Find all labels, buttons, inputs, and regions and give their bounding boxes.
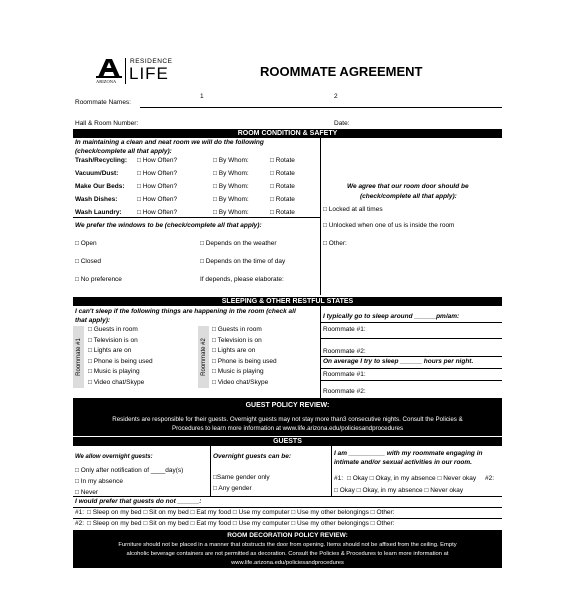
allow-guests-label: We allow overnight guests: bbox=[75, 454, 153, 460]
window-closed-checkbox[interactable]: □ Closed bbox=[75, 258, 101, 265]
chore-label: Trash/Recycling: bbox=[75, 157, 128, 164]
engaging-roommate-1-label: #1: bbox=[334, 475, 344, 482]
chore-how-often-checkbox[interactable]: □ How Often? bbox=[137, 196, 178, 203]
chore-rotate-checkbox[interactable]: □ Rotate bbox=[270, 196, 295, 203]
windows-question: We prefer the windows to be (check/complete all that apply): bbox=[75, 222, 262, 229]
logo-divider bbox=[125, 58, 126, 84]
chore-row bbox=[75, 196, 320, 208]
door-agree-text: We agree that our room door should be bbox=[347, 183, 469, 190]
chores-intro: In maintaining a clean and neat room we will do the following bbox=[75, 139, 264, 146]
window-explain-label: If depends, please elaborate: bbox=[200, 276, 284, 283]
sleep-time-roommate-2[interactable]: Roommate #2: bbox=[323, 348, 366, 355]
date-label: Date: bbox=[334, 120, 350, 127]
prefer-divider-2 bbox=[73, 507, 502, 508]
window-weather-checkbox[interactable]: □ Depends on the weather bbox=[200, 240, 277, 247]
prefer-roommate-1-label: #1: bbox=[75, 509, 85, 516]
roommate-names-line[interactable] bbox=[140, 107, 502, 108]
roommate-1-sleep-list bbox=[88, 326, 153, 389]
chore-label: Wash Dishes: bbox=[75, 196, 118, 203]
sleep-item-checkbox[interactable]: □ Television is on bbox=[88, 336, 138, 344]
engaging-text-2: intimate and/or sexual activities in our room. bbox=[334, 459, 472, 466]
sleep-item-checkbox[interactable]: □ Guests in room bbox=[212, 326, 262, 333]
decoration-policy-title: ROOM DECORATION POLICY REVIEW: bbox=[227, 532, 348, 539]
cant-sleep-text: I can't sleep if the following things are happening in the room (check all bbox=[75, 308, 296, 315]
sleep-hours-divider-2 bbox=[320, 368, 502, 369]
chore-by-whom-checkbox[interactable]: □ By Whom: bbox=[213, 170, 249, 177]
chore-label: Vacuum/Dust: bbox=[75, 170, 119, 177]
chore-how-often-checkbox[interactable]: □ How Often? bbox=[137, 170, 178, 177]
sleep-item-checkbox[interactable]: □ Guests in room bbox=[88, 326, 138, 333]
guest-notification-checkbox[interactable]: □ Only after notification of ____day(s) bbox=[75, 467, 184, 474]
sleep-hours-roommate-1[interactable]: Roommate #1: bbox=[323, 371, 366, 378]
sleep-item-checkbox[interactable]: □ Lights are on bbox=[88, 347, 132, 354]
chore-row bbox=[75, 170, 320, 182]
sleep-time-roommate-1[interactable]: Roommate #1: bbox=[323, 326, 366, 333]
guest-policy-text-1: Residents are responsible for their guests. Overnight guests may not stay more than3 consecutive nights. Consult the Policies & bbox=[112, 416, 463, 423]
any-gender-checkbox[interactable]: □ Any gender bbox=[213, 485, 252, 492]
guests-divider-1 bbox=[210, 446, 211, 496]
sleep-hours-roommate-2[interactable]: Roommate #2: bbox=[323, 388, 366, 395]
prefer-roommate-2-label: #2: bbox=[75, 520, 85, 527]
window-open-checkbox[interactable]: □ Open bbox=[75, 240, 97, 247]
chore-label: Wash Laundry: bbox=[75, 209, 122, 216]
engaging-roommate-1-options[interactable]: □ Okay □ Okay, in my absence □ Never okay bbox=[347, 475, 477, 482]
sleep-time-divider bbox=[320, 322, 502, 323]
chore-row bbox=[75, 183, 320, 195]
chores-intro-2: (check/complete all that apply): bbox=[75, 148, 172, 155]
roommate-1-tab-label: Roommate #1 bbox=[76, 338, 82, 376]
engaging-roommate-2-label: #2: bbox=[485, 475, 495, 482]
guest-policy-text-2: Procedures to learn more information at www.life.arizona.edu/policiesandprocedures bbox=[171, 425, 404, 432]
window-nopref-checkbox[interactable]: □ No preference bbox=[75, 276, 122, 283]
chore-by-whom-checkbox[interactable]: □ By Whom: bbox=[213, 209, 249, 216]
room-condition-bar: ROOM CONDITION & SAFETY bbox=[73, 129, 502, 138]
prefer-divider-3 bbox=[73, 518, 502, 519]
prefer-divider bbox=[73, 496, 502, 497]
roommate-names-label: Roommate Names: bbox=[75, 99, 131, 106]
sleep-hours-divider bbox=[320, 356, 502, 357]
sleep-time-divider-2 bbox=[320, 338, 502, 339]
roommate-2-tab bbox=[198, 326, 209, 388]
prefer-roommate-1-options[interactable]: □ Sleep on my bed □ Sit on my bed □ Eat my food □ Use my computer □ Use my other belongings □ Other: bbox=[87, 509, 395, 516]
sleep-item-checkbox[interactable]: □ Phone is being used bbox=[88, 357, 153, 365]
guest-absence-checkbox[interactable]: □ In my absence bbox=[75, 478, 124, 485]
sleep-hours-divider-3 bbox=[320, 380, 502, 381]
decoration-policy-box bbox=[73, 530, 502, 568]
guests-divider-2 bbox=[331, 446, 332, 496]
engaging-roommate-2-options[interactable]: □ Okay □ Okay, in my absence □ Never okay bbox=[334, 487, 464, 494]
decoration-policy-text-1: Furniture should not be placed in a manner that obstructs the door from opening. Items should not be affixed from the ceiling. Empty bbox=[118, 542, 457, 548]
chore-by-whom-checkbox[interactable]: □ By Whom: bbox=[213, 157, 249, 164]
guests-bar: GUESTS bbox=[73, 437, 502, 446]
sleep-time-question: I typically go to sleep around ______pm/am: bbox=[323, 313, 460, 320]
logo-university: ARIZONA bbox=[96, 79, 117, 84]
roommate-1-tab bbox=[73, 326, 84, 388]
window-time-checkbox[interactable]: □ Depends on the time of day bbox=[200, 258, 286, 265]
cant-sleep-text-2: that apply): bbox=[75, 317, 111, 324]
logo-residence: RESIDENCE bbox=[130, 58, 173, 65]
sleep-hours-question: On average I try to sleep ______ hours per night. bbox=[323, 358, 474, 365]
chore-how-often-checkbox[interactable]: □ How Often? bbox=[137, 157, 178, 164]
door-locked-checkbox[interactable]: □ Locked at all times bbox=[323, 206, 383, 213]
sleep-item-checkbox[interactable]: □ Video chat/Skype bbox=[212, 378, 269, 386]
roommate-2-tab-label: Roommate #2 bbox=[201, 338, 207, 376]
sleeping-divider bbox=[320, 306, 321, 398]
chore-how-often-checkbox[interactable]: □ How Often? bbox=[137, 209, 178, 216]
logo bbox=[96, 57, 184, 87]
roommate-number-1: 1 bbox=[200, 93, 204, 100]
sleep-item-checkbox[interactable]: □ Lights are on bbox=[212, 347, 256, 354]
engaging-text: I am __________ with my roommate engaging in bbox=[334, 450, 483, 457]
chore-rotate-checkbox[interactable]: □ Rotate bbox=[270, 170, 295, 177]
hall-room-label: Hall & Room Number: bbox=[75, 120, 139, 127]
chore-how-often-checkbox[interactable]: □ How Often? bbox=[137, 183, 178, 190]
roommate-2-sleep-list bbox=[212, 326, 277, 389]
sleep-item-checkbox[interactable]: □ Music is playing bbox=[212, 368, 264, 375]
decoration-policy-text-2: alcoholic beverage containers are not permitted as decoration. Consult the Policies & Procedures to learn more information at bbox=[126, 551, 449, 557]
same-gender-checkbox[interactable]: □Same gender only bbox=[213, 474, 270, 481]
door-unlocked-checkbox[interactable]: □ Unlocked when one of us is inside the room bbox=[323, 222, 455, 229]
arizona-a-logo-icon bbox=[96, 57, 122, 79]
chore-rotate-checkbox[interactable]: □ Rotate bbox=[270, 157, 295, 164]
chore-rotate-checkbox[interactable]: □ Rotate bbox=[270, 209, 295, 216]
chore-rotate-checkbox[interactable]: □ Rotate bbox=[270, 183, 295, 190]
sleep-item-checkbox[interactable]: □ Music is playing bbox=[88, 368, 140, 375]
prefer-guests-text: I would prefer that guests do not ______: bbox=[75, 498, 202, 505]
page-title: ROOMMATE AGREEMENT bbox=[260, 64, 423, 79]
door-agree-text-2: (check/complete all that apply): bbox=[360, 193, 457, 200]
door-other-checkbox[interactable]: □ Other: bbox=[323, 240, 347, 247]
chore-by-whom-checkbox[interactable]: □ By Whom: bbox=[213, 196, 249, 203]
chore-row bbox=[75, 209, 320, 221]
sleeping-bar: SLEEPING & OTHER RESTFUL STATES bbox=[73, 297, 502, 306]
sleep-item-checkbox[interactable]: □ Television is on bbox=[212, 336, 262, 344]
prefer-roommate-2-options[interactable]: □ Sleep on my bed □ Sit on my bed □ Eat my food □ Use my computer □ Use my other belongings □ Other: bbox=[87, 520, 395, 527]
chore-by-whom-checkbox[interactable]: □ By Whom: bbox=[213, 183, 249, 190]
roommate-number-2: 2 bbox=[334, 93, 338, 100]
guest-policy-box bbox=[73, 398, 502, 436]
guest-policy-title: GUEST POLICY REVIEW: bbox=[245, 402, 330, 409]
sleep-item-checkbox[interactable]: □ Video chat/Skype bbox=[88, 378, 145, 386]
logo-life: LIFE bbox=[129, 64, 169, 83]
chore-row bbox=[75, 157, 320, 169]
overnight-gender-label: Overnight guests can be: bbox=[213, 453, 292, 460]
chore-label: Make Our Beds: bbox=[75, 183, 125, 190]
sleep-item-checkbox[interactable]: □ Phone is being used bbox=[212, 357, 277, 365]
decoration-policy-text-3: www.life.arizona.edu/policiesandprocedures bbox=[231, 560, 344, 566]
guest-never-checkbox[interactable]: □ Never bbox=[75, 489, 99, 496]
